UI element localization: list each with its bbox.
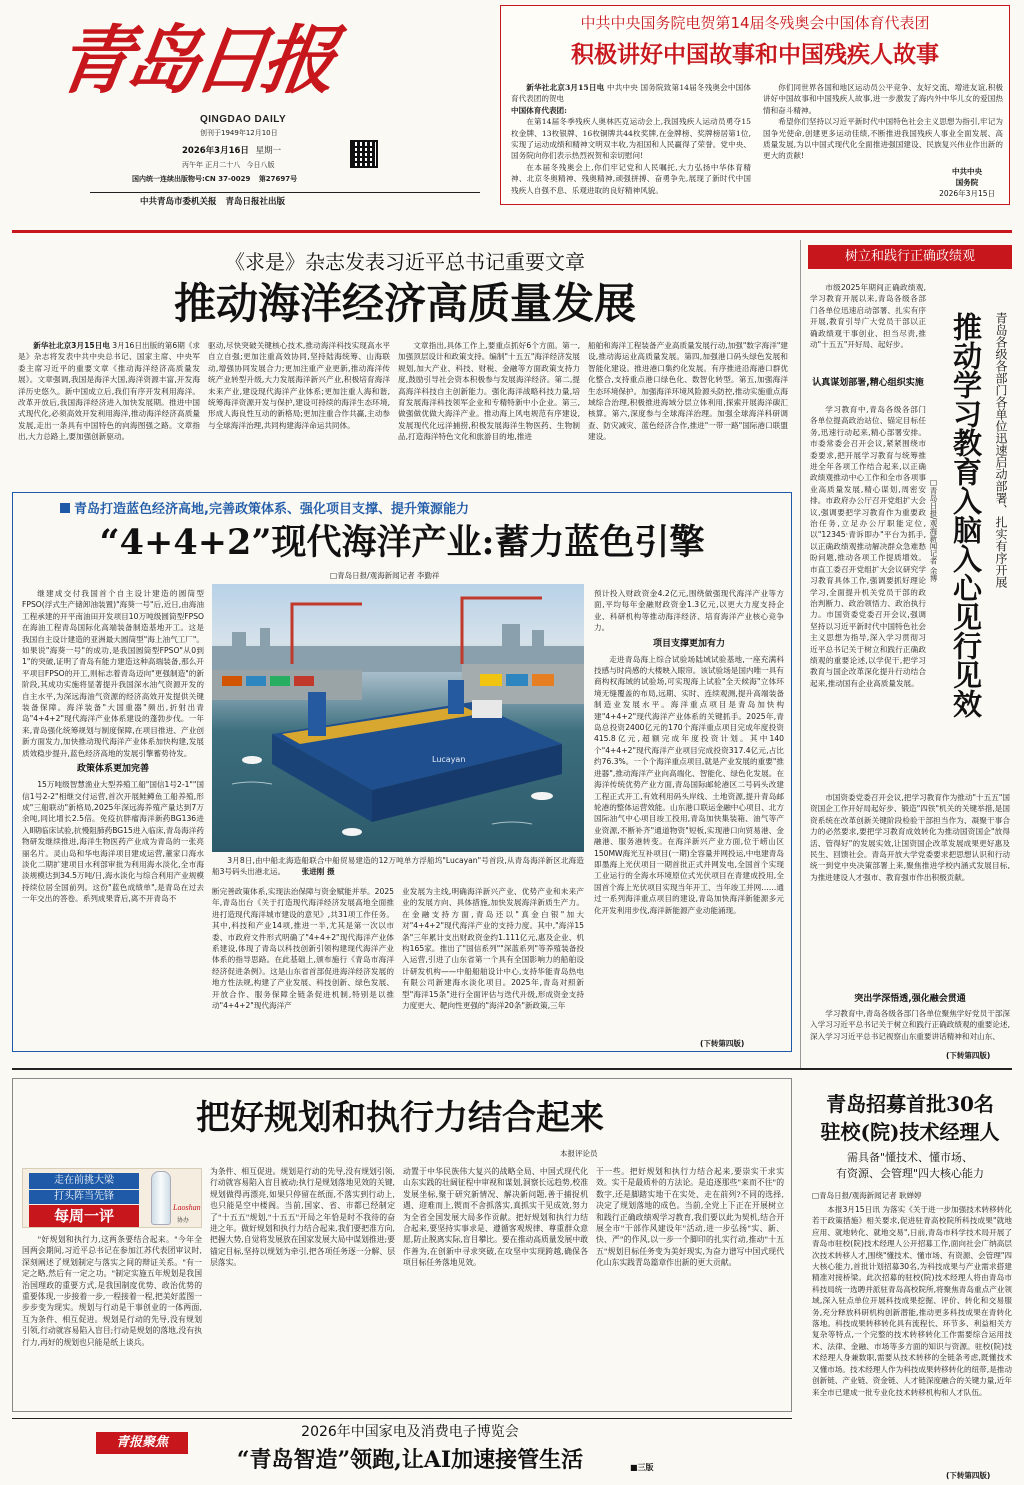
telegram-body1: 在第14届冬季残疾人奥林匹克运动会上,我国残疾人运动员勇夺15枚金牌、13枚银牌、16枚铜牌共44枚奖牌,在金牌榜、奖牌榜居第1位,实现了运动成绩和精神文明双丰收,为祖国和人民赢得了荣誉。党中央、国务院向你们表示热烈祝贺和亲切慰问!	[511, 117, 751, 161]
editorial-col1	[22, 1234, 202, 1404]
feature-col2b	[212, 886, 394, 1044]
feature-jump: (下转第四版)	[700, 1039, 745, 1048]
lead-col1-text: 3月16日出版的第6期《求是》杂志将发表中共中央总书记、国家主席、中央军委主席习近平的重要文章《推动海洋经济高质量发展》。文章强调,我国是海洋大国,海洋资源丰富,开发海洋历史悠久。新中国成立后,我们有序开发利用海洋。改革开放后,我国海洋经济进入加快发展期。推进中国式现代化,必须高效开发利用海洋,推动海洋经济高质量发展,走出一条具有中国特色的向海图强之路。文章指出,大力总路上,要加强创新驱动。	[18, 341, 200, 442]
telegram-salutation: 中国体育代表团:	[511, 105, 567, 115]
masthead-divider	[90, 192, 480, 193]
feature-kicker-text: 青岛打造蓝色经济高地,完善政策体系、强化项目支撑、提升策源能力	[74, 502, 469, 517]
feature-sub2: 项目支撑更加有力	[652, 638, 725, 649]
telegram-signature	[939, 166, 995, 199]
telegram-body4: 希望你们坚持以习近平新时代中国特色社会主义思想为指引,牢记为国争光使命,创建更多运动佳绩,不断推进我国残疾人事业全面发展、高质量发展,为以中国式现代化全面推进强国建设、民族复兴伟业作出新的更大的贡献!	[763, 117, 1003, 161]
publisher: 中共青岛市委机关报	[140, 197, 217, 207]
right-jump: (下转第四版)	[946, 1051, 991, 1060]
feature-byline: □青岛日报/观海新闻记者 李勤祥	[330, 571, 440, 580]
right-headline: 推动学习教育入脑入心见行见效	[949, 312, 983, 718]
masthead	[50, 2, 370, 227]
feature-col4	[594, 588, 784, 1044]
cn-code: 国内统一连续出版物号:CN 37-0029	[132, 175, 251, 183]
badge-main: 每周一评	[29, 1205, 139, 1227]
issue-date: 2026年3月16日	[182, 146, 249, 156]
editorial-badge	[22, 1168, 202, 1228]
issue-number: 第27697号	[258, 175, 298, 183]
right-section-tag: 树立和践行正确政绩观	[808, 245, 1012, 269]
feature-col4b-text: 走进青岛海上综合试验场陆域试验基地,一座充满科技感与时尚感的大楼映入眼帘。该试验场是国内唯一具有商构权海域的试验场,可实现海上试验"全天候海"立体环境无缝覆盖的布局,远期、实时、连续观测,提升高端装备制造业发展水平。海洋重点项目是青岛加快构建"4+4+2"现代海洋产业体系的关键抓手。2025年,青岛总投资2400亿元的170个海洋重点项目完成年度投资415.8亿元,超额完成年度投资计划。其中140个"4+4+2"现代海洋产业项目完成投资317.4亿元,占比约76.3%。一个个海洋重点项目,就是产业发展的重要"推进器",推动海洋产业向高端化、智能化、绿色化发展。在海洋传统优势产业方面,青岛国际邮轮港区二号码头改建工程正式开工,有效利用码头岸线、土地资源,提升青岛邮轮港的整体运营效能。山东港口联运金融中心项目、北方国际油气中心项目竣工投用,青岛加快集装箱、油气等产业资源,不断补齐"通道物资"短板,实现港口向贸易港、金融港、服务港转变。在海洋新兴产业方面,位于崂山区150MW海光互补项目(一期)全容量并网投运,中电建青岛即墨海上光伏项目一期首批正式并网发电,全国首个实现工业运行的全海水环境原位式光伏项目在青建成投用,全国首个海上光伏项目实现当年开工、当年竣工并网……通过一系列海洋重点项目的建设,青岛加快海洋新能源多元化开发利用步伐,海洋新能源产业动能涌现。	[594, 654, 784, 915]
telegram-body2: 在本届冬残奥会上,你们牢记党和人民嘱托,大力弘扬中华体育精神、北京冬奥精神、残奥精神,顽强拼搏、奋勇争先,展现了新时代中国残疾人自强不息、乐观进取的良好精神风貌。	[511, 162, 751, 195]
masthead-publisher-line	[140, 195, 285, 207]
editorial-col4	[596, 1166, 784, 1404]
feature-col1b-text: 15万吨级智慧渔业大型养殖工船"国信1号2-1""国信1号2-2"相继交付运营,首次开展鲑鳟鱼工船养殖,形成"三船联动"新格局,2025年深远海养殖产量达到7万余吨,同比增长2.5倍。免疫抗胖瘤海洋新药BG136进入Ⅱ期临床试验,抗慢阻肺药BG15进入临床,青岛海洋药物研发继续推进,海洋生物医药产业成为青岛的一张亮丽名片。灵山岛和华电海洋项目建成运营,董家口海水淡化二期扩建项目水利部审批为利用海水淡化,全市海淡规模达到34.5万吨/日,海水淡化与综合利用产业规模持续位居全国前列。这份"蓝色成绩单",是青岛在过去一年交出的答卷。系列成果背后,离不开青岛不	[22, 780, 204, 904]
recruit-sub1: 需具备"懂技术、懂市场、	[846, 1151, 974, 1164]
right-byline: □青岛日报/观海新闻记者 余博	[929, 478, 938, 582]
badge-bottle	[151, 1171, 171, 1225]
masthead-lunar-line	[182, 160, 274, 170]
recruit-headline2: 驻校(院)技术经理人	[820, 1120, 1000, 1144]
recruit-headline1: 青岛招募首批30名	[826, 1092, 994, 1116]
lead-col2	[208, 340, 390, 486]
telegram-col2	[763, 82, 1003, 160]
feature-kicker	[60, 498, 760, 517]
right-column-divider	[800, 240, 801, 1070]
right-kicker: 青岛各级各部门各单位迅速启动部署、扎实有序开展	[994, 312, 1008, 588]
feature-col2b-text: 断完善政策体系,实现法治保障与资金赋能并举。2025年,青岛出台《关于打造现代海洋经济发展高地全面推进打造现代海洋城市建设的意见》,共31项工作任务。其中,科技和产业14项,推进一半,尤其是第一次以市委、市政府文件形式明确了"4+4+2"现代海洋产业体系建设,体现了青岛以科技创新引领构建现代海洋产业体系的指导思路。在此基础上,颁布施行《青岛市海洋经济促进条例》。这是山东省首部促进海洋经济发展的地方性法规,构建了产业发展、科技创新、绿色发展、开放合作、服务保障全链条促进机制,特别是以推动"4+4+2"现代海洋产	[212, 887, 394, 1011]
footer-headline: “青岛智造”领跑,让AI加速接管生活	[236, 1447, 584, 1473]
footer-page-ref: ■三版	[630, 1463, 654, 1472]
feature-kicker-mark	[60, 503, 70, 513]
middle-rule	[12, 1068, 1012, 1070]
lead-col3	[398, 340, 580, 486]
lead-col3-text: 文章指出,具体工作上,要重点抓好6个方面。第一,加强顶层设计和政策支持。编制"十五五"海洋经济发展规划,加大产业、科技、财税、金融等方面政策支持力度,鼓励引导社会资本积极参与发展海洋经济。第二,提高海洋科技自主创新能力。强化海洋战略科技力量,培育发展海洋科技领军企业和专精特新中小企业。第三,做强做优做大海洋产业。推动海上风电规范有序建设,发展现代化远洋捕捞,积极发展海洋生物医药、生物制品,打造海洋特色文化和旅游目的地,推进	[398, 341, 580, 442]
footer-logo: 青报聚焦	[96, 1432, 188, 1454]
recruit-sub2: 有资源、会管理"四大核心能力	[835, 1167, 985, 1180]
recruit-body-text: 本报3月15日讯 为落实《关于进一步加强技术转移转化若干政策措施》相关要求,促进驻青高校院所科技成果"就地应用、就地转化、就地交易",日前,青岛市科学技术局开展了青岛市驻校(院)技术经理人公开招募工作,面向社会广纳高层次技术转移人才,围绕"懂技术、懂市场、有资源、会管理"四大核心能力,首批计划招募30名,为科技成果与产业需求搭建精准对接桥梁。此次招募的驻校(院)技术经理人将由青岛市科技局统一选聘并派驻青岛高校院所,将聚焦青岛重点产业领域,深入驻点单位开展科技成果挖掘、评价、转化和交易服务,充分释放科研机构创新潜能,推动更多科技成果在青转化落地。科技成果转移转化具有流程长、环节多、利益相关方复杂等特点,一个完整的技术转移转化工作需要综合运用技术、法律、金融、市场等多方面的知识与资源。驻校(院)技术经理人身兼数职,需要从技术转移的全链条考虑,既懂技术又懂市场。技术经理人作为科技成果转移转化的纽带,是推动创新链、产业链、资金链、人才链深度融合的关键力量,近年来全市已建成一批专业化技术转移机构和人才队伍。	[812, 1205, 1012, 1397]
right-col-c	[810, 1008, 1010, 1044]
lead-col4	[588, 340, 788, 486]
right-col-a-text: 学习教育中,青岛各级各部门各单位提高政治站位、锚定目标任务,迅速行动起来,精心部署安排。市委常委会召开会议,紧紧围绕市委要求,把开展学习教育与统筹推进全年各项工作结合起来,以正确政绩观推动中心工作和全市各项事业高质量发展,精心谋划,周密安排。市政府办公厅召开党组扩大会议,强调要把学习教育作为重要政治任务,立足办公厅职能定位,以"12345·青诉即办"平台为抓手,以正确政绩观推动解决群众急难愁盼问题,推动各项工作提质增效。市直工委召开党组扩大会议研究学习教育具体工作,强调要抓好理论学习,全面提升机关党员干部的政治判断力、政治领悟力、政治执行力。市国资委党委召开会议,强调坚持以习近平新时代中国特色社会主义思想为指导,深入学习贯彻习近平总书记关于树立和践行正确政绩观的重要论述,以学促干,把学习教育与国企改革深化提升行动结合起来,推动国有企业高质量发展。	[810, 405, 926, 688]
badge-bottle-brand: Laoshan	[173, 1203, 201, 1212]
page-count: 今日八版	[246, 161, 275, 169]
feature-photo-caption	[212, 855, 584, 881]
photo-credit: 张进刚 摄	[301, 867, 335, 877]
telegram-sign2: 国务院	[955, 178, 979, 187]
right-col-a	[810, 404, 926, 788]
editorial-byline: 本报评论员	[560, 1149, 598, 1158]
telegram-kicker: 中共中央国务院电贺第14届冬残奥会中国体育代表团	[580, 14, 930, 32]
photo-caption-text: 3月8日,由中船北海造船联合中船贸易建造的12万吨单方浮船坞"Lucayan"号首段,从青岛海洋新区北海造船3号码头出港北运。	[212, 856, 584, 877]
editorial-col4-text: 干一些。把好规划和执行力结合起来,要崇实干求实效。实干是最质朴的方法论。是追逐那些"来而不往"的数字,还是脚踏实地干在实处、走在前列?不同的选择,决定了规划落地的成色。当前,全党上下正在开展树立和践行正确政绩观学习教育,我们要以此为契机,结合开展全市"干部作风建设年"活动,进一步弘扬"实、新、快、严"的作风,以一步一个脚印的扎实行动,推动"十五五"规划目标任务变为美好现实,为奋力谱写中国式现代化山东实践青岛篇章作出新的更大贡献。	[596, 1167, 784, 1268]
lead-col2-text: 驱动,尽快突破关键核心技术,推动海洋科技实现高水平自立自强;更加注重高效协同,坚持陆海统筹、山海联动,增强协同发展合力;更加注重产业更新,推动海洋传统产业转型升级,大力发展海洋新兴产业,积极培育海洋未来产业,建设现代海洋产业体系;更加注重人海和谐,统筹海洋资源开发与保护,建设可持续的海洋生态环境,形成人海良性互动的新格局;更加注重合作共赢,主动参与全球海洋治理,共同构建海洋命运共同体。	[208, 341, 390, 430]
masthead-english: QINGDAO DAILY	[200, 114, 287, 125]
telegram-headline: 积极讲好中国故事和中国残疾人故事	[571, 41, 939, 68]
press: 青岛日报社出版	[225, 197, 285, 207]
telegram-sign-date: 2026年3月15日	[939, 189, 995, 198]
feature-col1-text: 继建成交付我国首个自主设计建造的圆筒型FPSO(浮式生产储卸油装置)"海葵一号"后,近日,由海油工程承建的开平南油田开发项目10万吨级圆筒型FPSO在海油工程青岛国际化高端装备制造基地开工。这是我国自主设计建造的亚洲最大圆筒型"海上油气工厂"。如果说"海葵一号"的成功,是我国圆筒型FPSO"从0到1"的突破,证明了青岛有能力建造这种高端装备,那么开平项目FPSO的开工,则标志着青岛迈向"更强制造"的新阶段,其成功实施将显著提升我国深水油气资源开发的自主水平,为深远海油气资源的经济高效开发提供关键装备保障。海洋装备"大国重器"频出,折射出青岛"4+4+2"现代海洋产业体系建设的蓬勃步伐。一年来,青岛强化统筹规划与制度保障,在项目推进、产业创新方面发力,加快推动现代海洋产业体系加快构建,发展质效稳步提升,蓝色经济高地的发展引擎蓄势待发。	[22, 589, 204, 758]
telegram-box	[500, 5, 1010, 205]
lead-col4-text: 船舶和海洋工程装备产业高质量发展行动,加强"数字海洋"建设,推动海运业高质量发展。第四,加强港口码头绿色发展和智能化建设。推进港口集约化发展。有序推进沿海港口群优化整合,支持重点港口绿色化、数智化转型。第五,加强海洋生态环境保护。加强海洋环境风险源头防控,推动实施重点海域综合治理,积极推进海域分层立体利用,探索开展海洋碳汇核算。第六,深度参与全球海洋治理。加强全球海洋科研调查、防灾减灾、蓝色经济合作,推进"一带一路"国际港口联盟建设。	[588, 341, 788, 442]
editorial-col3	[403, 1166, 588, 1404]
footer-kicker: 2026年中国家电及消费电子博览会	[301, 1424, 519, 1440]
badge-sub: 协办	[177, 1217, 190, 1224]
feature-col4-text: 预计投入财政资金4.2亿元,围绕做强现代海洋产业等方面,平均每年金融财政资金1.3亿元,以更大力度支持企业、科研机构等推动海洋经济、培育海洋产业核心竞争力。	[594, 589, 784, 633]
lead-col1	[18, 340, 200, 486]
recruit-jump: (下转第四版)	[946, 1471, 991, 1480]
editorial-col1-text: "好规划和执行力,这两条要结合起来。"今年全国两会期间,习近平总书记在参加江苏代表团审议时,深刻阐述了规划制定与落实之间的辩证关系。"有一定之略,然后有一定之功。"制定实施五年规划是我国治国理政的重要方式,是我国制度优势、政治优势的重要体现,一步接着一步,一程接着一程,把美好蓝图一步步变为现实。规划与行动是干事创业的一体两面,互为条件、相互促进。规划是行动的先导,没有规划引领,行动就容易陷入盲目;行动是规划的落地,没有执行力,再好的规划也只能是纸上谈兵。	[22, 1235, 202, 1347]
editorial-headline: 把好规划和执行力结合起来	[196, 1098, 604, 1138]
right-intro	[810, 282, 926, 370]
editorial-col2-text: 为条件、相互促进。规划是行动的先导,没有规划引领,行动就容易陷入盲目被动;执行是规划落地见效的关键,规划做得再漂亮,如果只停留在纸面,不落实到行动上,也只能是空中楼阁。当前,国家、省、市都已经制定了"十五五"规划,"十五五"开局之年恰是时不我待的奋进之年。做好规划和执行力结合起来,我们要把准方向,把握大势,自觉将发展放在国家发展大局中谋划推进;要锚定目标,坚持以规划为牵引,把各项任务逐一分解、层层落实。	[210, 1167, 395, 1268]
feature-headline: “4+4+2”现代海洋产业:蓄力蓝色引擎	[99, 522, 705, 563]
right-col-b	[810, 792, 1010, 988]
masthead-date-line	[182, 144, 281, 156]
qr-code	[350, 140, 378, 168]
telegram-lead: 中共中央 国务院致第14届冬残奥会中国体育代表团的贺电	[511, 83, 751, 104]
feature-sub1: 政策体系更加完善	[76, 764, 149, 775]
feature-photo-svg	[212, 584, 584, 852]
telegram-sign1: 中共中央	[952, 167, 983, 176]
issue-weekday: 星期一	[255, 146, 282, 156]
feature-photo	[212, 584, 584, 852]
masthead-logo: 青岛日报	[51, 18, 337, 104]
editorial-col3-text: 动置于中华民族伟大复兴的战略全局、中国式现代化山东实践的壮阔征程中审视和谋划,洞察长远趋势,校准发展坐标,聚于研究新情况、解决新问题,善于捕捉机遇、迎难而上,锲而不舍抓落实,真抓实干见成效,努力为全省全国发展大局多作贡献。把好规划和执行力结合起来,要坚持实事求是、遵循客观规律、尊重群众意愿,防止脱离实际,盲目攀比。要在推动高质量发展中敢作善为,在创新中寻求突破,在攻坚中实现跨越,确保各项目标任务落地见效。	[403, 1167, 588, 1268]
footer-rule	[12, 1418, 792, 1419]
recruit-byline: □青岛日报/观海新闻记者 耿婵婷	[812, 1191, 922, 1200]
masthead-founded: 创刊于1949年12月10日	[200, 129, 278, 137]
right-col-b-text: 市国资委党委召开会议,把学习教育作为推动"十五五"国资国企工作开好局起好步、锻造"四铁"机关的关键举措,是国资系统在改革创新关键阶段检验干部担当作为、凝聚干事合力的必然要求,要把学习教育成效转化为推动国资国企"放得活、管得好"的发展实效,让国资国企改革发展成果更好惠及民生、回馈社会。青岛开放大学党委要求把思想认识和行动统一到党中央决策部署上来,聚焦推进学校内涵式发展目标,为推进建设人才强市、教育强市作出积极贡献。	[810, 793, 1010, 882]
badge-top: 走在前挑大梁	[29, 1173, 139, 1189]
right-col-c-text: 学习教育中,青岛各级各部门各单位聚焦学好党员干部深入学习习近平总书记关于树立和践行正确政绩观的重要论述,深入学习习近平总书记视察山东重要讲话精神和对山东、	[810, 1009, 1010, 1041]
lunar-date: 丙午年 正月二十八	[182, 161, 241, 169]
telegram-col1	[511, 82, 751, 195]
editorial-col2	[210, 1166, 395, 1404]
photo-ship-name: Lucayan	[432, 755, 466, 764]
telegram-body3: 你们同世界各国和地区运动员公平竞争、友好交流、增进友谊,积极讲好中国故事和中国残疾人故事,进一步激发了海内外中华儿女的爱国热情和奋斗精神。	[763, 83, 1003, 115]
lead-headline: 推动海洋经济高质量发展	[173, 279, 636, 328]
lead-dateline: 新华社北京3月15日电	[33, 341, 110, 350]
telegram-dateline: 新华社北京3月15日电	[526, 83, 605, 92]
right-sub1: 认真谋划部署,精心组织实施	[812, 378, 924, 388]
masthead-cn-line	[132, 174, 297, 184]
right-intro-text: 市级2025年期间正确政绩观,学习教育开展以来,青岛各级各部门各单位迅速启动部署、扎实有序开展,教育引导广大党员干部以正确政绩观干事创业、担当尽责,推动"十五五"开好局、起好步。	[810, 283, 926, 350]
badge-mid: 打头阵当先锋	[29, 1190, 139, 1204]
top-rule	[12, 230, 1012, 233]
feature-col3b	[402, 886, 584, 1044]
feature-col3b-text: 业发展为主线,明确海洋新兴产业、优势产业和未来产业的发展方向、具体措施,加快发展海洋新质生产力。在金融支持方面,青岛还以"真金白银"加大对"4+4+2"现代海洋产业的支持力度。其中,"海洋15条"三年累计支出财政资金约1.111亿元,惠及企业、机构165家。推出了"国信系列""深蓝系列"等养殖装备投入运营,引进了山东省第一个具有全国影响力的船舶设计研发机构——中船船舶设计中心,支持华能青岛热电有限公司新建海水淡化项目。2025年,青岛对照新型"海洋15条"进行全面评估与迭代升级,形成资金支持力度更大、靶向性更强的"海洋20条"新政策,三年	[402, 887, 584, 1011]
right-sub2: 突出学深悟透,强化融会贯通	[854, 994, 966, 1004]
feature-col1	[22, 588, 204, 1044]
lead-kicker: 《求是》杂志发表习近平总书记重要文章	[225, 250, 585, 274]
recruit-body	[812, 1204, 1012, 1466]
